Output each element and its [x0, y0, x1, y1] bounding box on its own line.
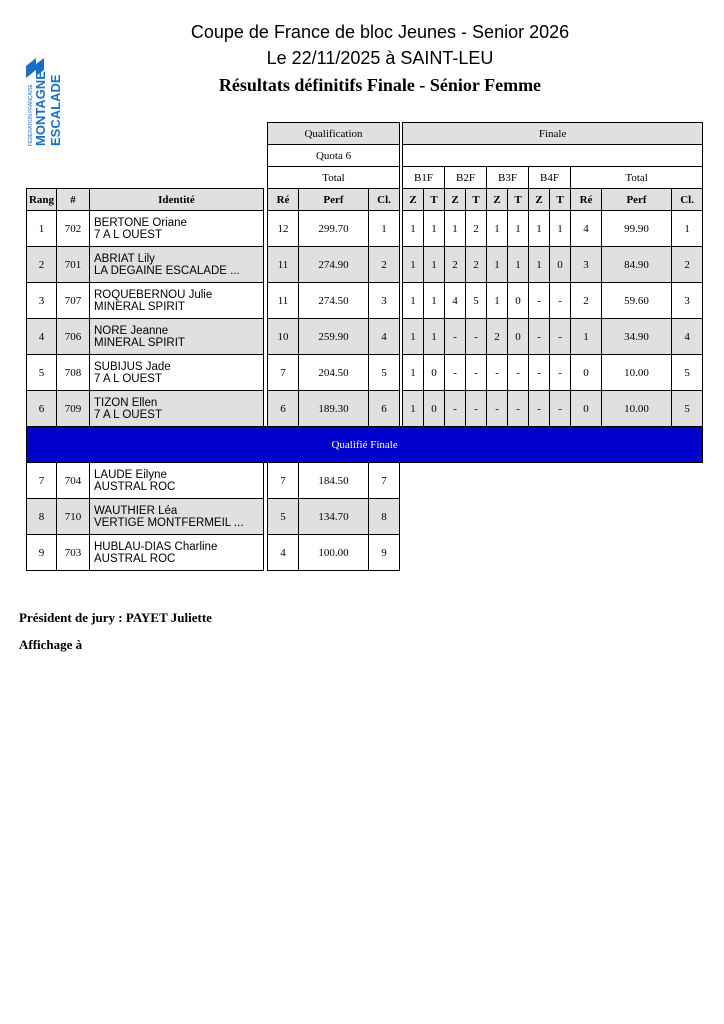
- table-row: [27, 211, 703, 247]
- col-num: #: [57, 189, 90, 211]
- finale-perf-cell: 10.00: [602, 391, 672, 427]
- boulder-b2f-label: B2F: [445, 167, 487, 189]
- table-row: [27, 463, 703, 499]
- boulder-cell: 0: [550, 247, 571, 283]
- boulder-cell: -: [508, 391, 529, 427]
- finale-cl-cell: 3: [672, 283, 703, 319]
- athlete-club: AUSTRAL ROC: [94, 552, 176, 565]
- finale-perf-cell: 99.90: [602, 211, 672, 247]
- qual-re-cell: 7: [268, 355, 299, 391]
- boulder-cell: 0: [424, 355, 445, 391]
- boulder-cell: 1: [403, 355, 424, 391]
- athlete-name: BERTONE Oriane: [94, 216, 187, 229]
- boulder-b3f-label: B3F: [487, 167, 529, 189]
- finale-perf-cell: 34.90: [602, 319, 672, 355]
- boulder-cell: 1: [529, 247, 550, 283]
- athlete-club: MINERAL SPIRIT: [94, 336, 185, 349]
- athlete-identity: [90, 355, 264, 391]
- boulder-cell: 1: [403, 283, 424, 319]
- col-identite: Identité: [90, 189, 264, 211]
- finale-perf-cell: 59.60: [602, 283, 672, 319]
- qual-re-cell: 5: [268, 499, 299, 535]
- finale-cl-cell: 5: [672, 391, 703, 427]
- athlete-club: VERTIGE MONTFERMEIL ...: [94, 516, 244, 529]
- qual-perf-cell: 204.50: [299, 355, 369, 391]
- col-re: Ré: [268, 189, 299, 211]
- finale-re-cell: 0: [571, 355, 602, 391]
- rank-cell: 4: [27, 319, 57, 355]
- boulder-cell: -: [529, 391, 550, 427]
- athlete-name: WAUTHIER Léa: [94, 504, 178, 517]
- bib-cell: 703: [57, 535, 90, 571]
- qualification-header: Qualification: [268, 123, 400, 145]
- col-b4-t: T: [550, 189, 571, 211]
- athlete-name: TIZON Ellen: [94, 396, 158, 409]
- athlete-identity: [90, 283, 264, 319]
- athlete-identity: [90, 211, 264, 247]
- table-row: [27, 283, 703, 319]
- results-table: [26, 122, 703, 571]
- finale-perf-cell: 10.00: [602, 355, 672, 391]
- logo-sub-text: ESCALADE: [48, 74, 63, 146]
- boulder-cell: 1: [424, 319, 445, 355]
- boulder-cell: -: [445, 355, 466, 391]
- finale-total-label: Total: [571, 167, 703, 189]
- bib-cell: 702: [57, 211, 90, 247]
- qual-re-cell: 10: [268, 319, 299, 355]
- athlete-club: 7 A L OUEST: [94, 408, 162, 421]
- qual-perf-cell: 274.90: [299, 247, 369, 283]
- logo-small-text: FÉDÉRATION FRANÇAISE: [28, 84, 34, 146]
- table-row: [27, 535, 703, 571]
- quota-label: Quota 6: [268, 145, 400, 167]
- logo-main-text: MONTAGNE: [33, 71, 48, 146]
- page-title-line1: Coupe de France de bloc Jeunes - Senior 2026: [190, 22, 570, 42]
- boulder-b1f-label: B1F: [403, 167, 445, 189]
- athlete-identity: [90, 247, 264, 283]
- boulder-cell: 1: [445, 211, 466, 247]
- col-b2-z: Z: [445, 189, 466, 211]
- boulder-cell: -: [445, 391, 466, 427]
- boulder-cell: 1: [403, 391, 424, 427]
- athlete-identity: [90, 391, 264, 427]
- boulder-cell: 1: [403, 247, 424, 283]
- boulder-cell: 2: [445, 247, 466, 283]
- finale-header: Finale: [403, 123, 703, 145]
- col-b4-z: Z: [529, 189, 550, 211]
- finale-re-cell: 4: [571, 211, 602, 247]
- boulder-cell: 1: [424, 211, 445, 247]
- boulder-cell: 1: [487, 283, 508, 319]
- boulder-cell: 2: [466, 211, 487, 247]
- athlete-club: AUSTRAL ROC: [94, 480, 176, 493]
- qual-cl-cell: 3: [369, 283, 400, 319]
- qual-cl-cell: 8: [369, 499, 400, 535]
- finale-re-cell: 1: [571, 319, 602, 355]
- boulder-cell: -: [466, 319, 487, 355]
- qual-cl-cell: 7: [369, 463, 400, 499]
- col-b1-t: T: [424, 189, 445, 211]
- finale-cl-cell: 5: [672, 355, 703, 391]
- col-perf: Perf: [299, 189, 369, 211]
- boulder-cell: -: [550, 355, 571, 391]
- athlete-club: 7 A L OUEST: [94, 228, 162, 241]
- bib-cell: 707: [57, 283, 90, 319]
- qual-perf-cell: 184.50: [299, 463, 369, 499]
- boulder-cell: -: [550, 319, 571, 355]
- rank-cell: 7: [27, 463, 57, 499]
- athlete-name: NORE Jeanne: [94, 324, 169, 337]
- boulder-b4f-label: B4F: [529, 167, 571, 189]
- finale-cl-cell: 4: [672, 319, 703, 355]
- boulder-cell: 1: [487, 247, 508, 283]
- boulder-cell: 1: [403, 211, 424, 247]
- table-row: [27, 247, 703, 283]
- boulder-cell: 2: [466, 247, 487, 283]
- boulder-cell: 1: [487, 211, 508, 247]
- qual-re-cell: 12: [268, 211, 299, 247]
- boulder-cell: 0: [508, 319, 529, 355]
- qual-perf-cell: 134.70: [299, 499, 369, 535]
- athlete-club: MINERAL SPIRIT: [94, 300, 185, 313]
- boulder-cell: -: [550, 283, 571, 319]
- athlete-identity: [90, 319, 264, 355]
- athlete-name: ABRIAT Lily: [94, 252, 155, 265]
- col-finale-re: Ré: [571, 189, 602, 211]
- col-b3-z: Z: [487, 189, 508, 211]
- finale-perf-cell: 84.90: [602, 247, 672, 283]
- bib-cell: 710: [57, 499, 90, 535]
- bib-cell: 701: [57, 247, 90, 283]
- qual-cl-cell: 6: [369, 391, 400, 427]
- col-b3-t: T: [508, 189, 529, 211]
- boulder-cell: 1: [508, 211, 529, 247]
- boulder-cell: 1: [529, 211, 550, 247]
- qual-cl-cell: 9: [369, 535, 400, 571]
- qual-perf-cell: 189.30: [299, 391, 369, 427]
- rank-cell: 9: [27, 535, 57, 571]
- finale-cl-cell: 1: [672, 211, 703, 247]
- boulder-cell: -: [466, 355, 487, 391]
- finale-re-cell: 3: [571, 247, 602, 283]
- qual-re-cell: 11: [268, 247, 299, 283]
- qual-cl-cell: 2: [369, 247, 400, 283]
- table-row: [27, 355, 703, 391]
- affichage-label: Affichage à: [19, 637, 83, 652]
- boulder-cell: 4: [445, 283, 466, 319]
- athlete-club: LA DEGAINE ESCALADE ...: [94, 264, 240, 277]
- boulder-cell: 1: [424, 283, 445, 319]
- finale-re-cell: 2: [571, 283, 602, 319]
- athlete-club: 7 A L OUEST: [94, 372, 162, 385]
- athlete-identity: [90, 499, 264, 535]
- table-row: [27, 391, 703, 427]
- athlete-identity: [90, 535, 264, 571]
- qual-re-cell: 7: [268, 463, 299, 499]
- boulder-cell: -: [487, 391, 508, 427]
- qual-re-cell: 11: [268, 283, 299, 319]
- qual-perf-cell: 100.00: [299, 535, 369, 571]
- qual-cl-cell: 1: [369, 211, 400, 247]
- bib-cell: 709: [57, 391, 90, 427]
- bib-cell: 704: [57, 463, 90, 499]
- table-row: [27, 499, 703, 535]
- col-rang: Rang: [27, 189, 57, 211]
- boulder-cell: -: [529, 283, 550, 319]
- boulder-cell: 2: [487, 319, 508, 355]
- table-row: [27, 319, 703, 355]
- boulder-cell: -: [466, 391, 487, 427]
- boulder-cell: -: [445, 319, 466, 355]
- qual-re-cell: 6: [268, 391, 299, 427]
- qual-perf-cell: 274.50: [299, 283, 369, 319]
- col-b2-t: T: [466, 189, 487, 211]
- boulder-cell: 1: [508, 247, 529, 283]
- athlete-name: SUBIJUS Jade: [94, 360, 171, 373]
- finale-cl-cell: 2: [672, 247, 703, 283]
- rank-cell: 5: [27, 355, 57, 391]
- qualification-total-label: Total: [268, 167, 400, 189]
- rank-cell: 1: [27, 211, 57, 247]
- athlete-name: HUBLAU-DIAS Charline: [94, 540, 218, 553]
- boulder-cell: 0: [424, 391, 445, 427]
- boulder-cell: -: [487, 355, 508, 391]
- col-finale-perf: Perf: [602, 189, 672, 211]
- qual-re-cell: 4: [268, 535, 299, 571]
- finale-re-cell: 0: [571, 391, 602, 427]
- col-finale-cl: Cl.: [672, 189, 703, 211]
- qualified-banner: Qualifié Finale: [27, 427, 703, 463]
- boulder-cell: 0: [508, 283, 529, 319]
- boulder-cell: -: [529, 355, 550, 391]
- boulder-cell: 1: [424, 247, 445, 283]
- athlete-name: ROQUEBERNOU Julie: [94, 288, 213, 301]
- qual-cl-cell: 5: [369, 355, 400, 391]
- rank-cell: 3: [27, 283, 57, 319]
- bib-cell: 708: [57, 355, 90, 391]
- col-b1-z: Z: [403, 189, 424, 211]
- page-title-line3: Résultats définitifs Finale - Sénior Femme: [218, 75, 542, 95]
- boulder-cell: 1: [550, 211, 571, 247]
- bib-cell: 706: [57, 319, 90, 355]
- rank-cell: 6: [27, 391, 57, 427]
- rank-cell: 8: [27, 499, 57, 535]
- rank-cell: 2: [27, 247, 57, 283]
- boulder-cell: 1: [403, 319, 424, 355]
- qual-cl-cell: 4: [369, 319, 400, 355]
- athlete-name: LAUDE Eilyne: [94, 468, 167, 481]
- athlete-identity: [90, 463, 264, 499]
- boulder-cell: -: [550, 391, 571, 427]
- page-title-line2: Le 22/11/2025 à SAINT-LEU: [266, 48, 494, 68]
- boulder-cell: -: [508, 355, 529, 391]
- qual-perf-cell: 299.70: [299, 211, 369, 247]
- boulder-cell: -: [529, 319, 550, 355]
- boulder-cell: 5: [466, 283, 487, 319]
- qual-perf-cell: 259.90: [299, 319, 369, 355]
- president-jury: Président de jury : PAYET Juliette: [19, 610, 212, 625]
- col-cl: Cl.: [369, 189, 400, 211]
